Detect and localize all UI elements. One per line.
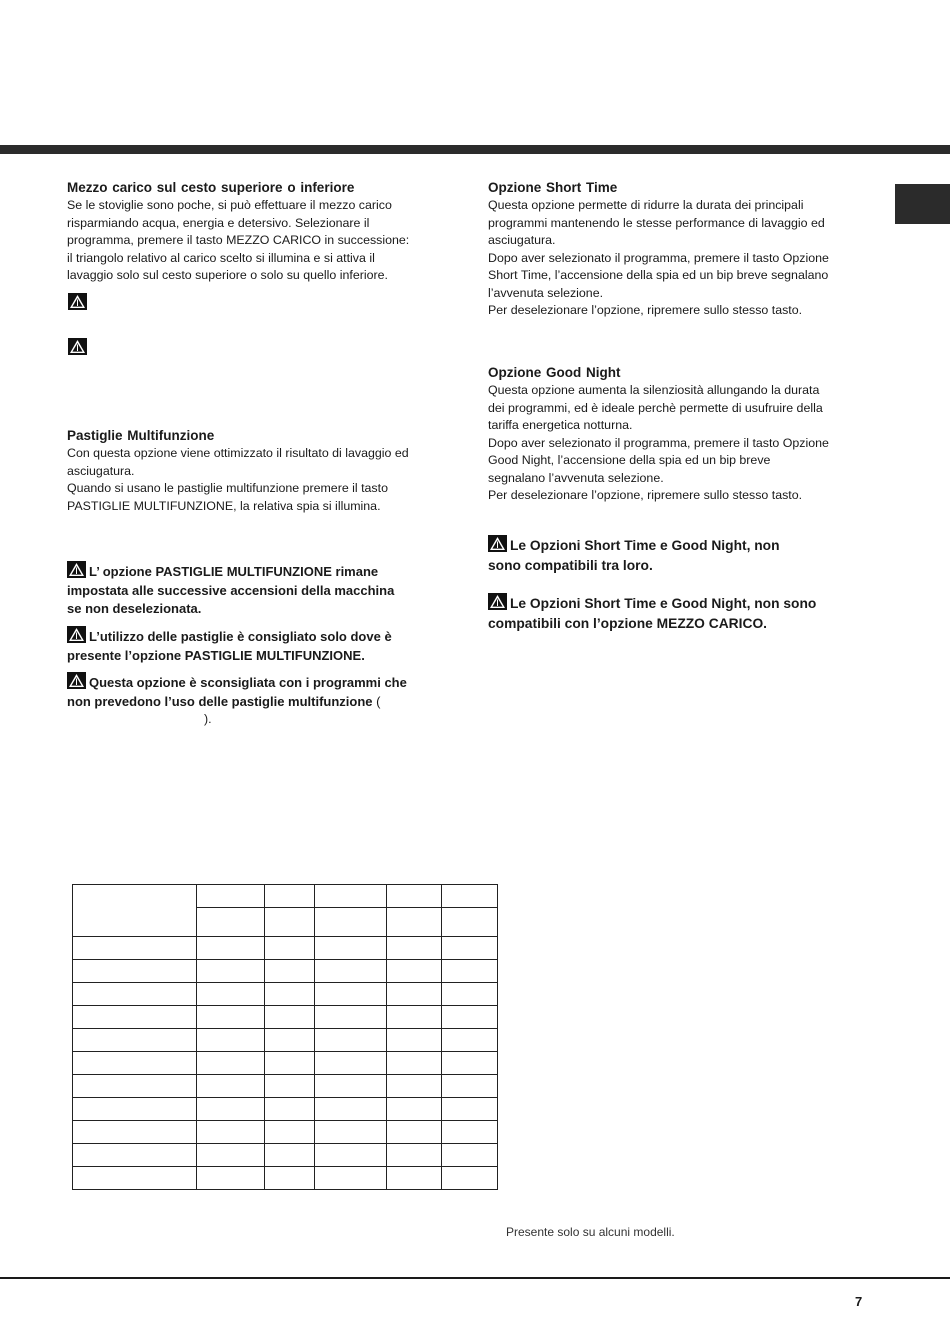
body-line: Dopo aver selezionato il programma, premere il tasto Opzione: [488, 250, 829, 265]
section-title: Opzione Short Time: [488, 180, 618, 195]
warning-text: non prevedono l’uso delle pastiglie multifunzione: [67, 693, 373, 709]
table-cell: [197, 885, 265, 908]
body-line: Per deselezionare l’opzione, ripremere sullo stesso tasto.: [488, 488, 803, 502]
section-pastiglie: [67, 426, 452, 515]
body-line: Good Night, l’accensione della spia ed un bip breve: [488, 453, 771, 467]
warning-triangle-icon: [488, 535, 507, 552]
warning-triangle-icon: [67, 561, 86, 578]
warning-triangle-icon: [488, 593, 507, 610]
table-cell: [442, 908, 498, 937]
header-bar: [0, 145, 950, 154]
body-line: Per deselezionare l’opzione, ripremere sullo stesso tasto.: [488, 303, 803, 317]
warning-note: [67, 626, 452, 665]
body-line: il triangolo relativo al carico scelto si illumina e si attiva il: [67, 250, 375, 265]
body-line: programmi mantenendo le stesse performance di lavaggio ed: [488, 215, 825, 230]
table-cell: [73, 885, 197, 937]
warning-text: Le Opzioni Short Time e Good Night, non: [510, 538, 780, 553]
body-line: asciugatura.: [67, 463, 135, 478]
table-cell: [387, 885, 442, 908]
warning-text: impostata alle successive accensioni della macchina: [67, 582, 395, 598]
warning-text: compatibili con l’opzione MEZZO CARICO.: [488, 615, 768, 631]
warning-triangle-icon: [67, 672, 86, 689]
warning-text: presente l’opzione PASTIGLIE MULTIFUNZIONE.: [67, 647, 365, 663]
body-line: dei programmi, ed è ideale perchè permette di usufruire della: [488, 400, 823, 415]
table-row: [73, 1029, 498, 1052]
warning-text: L’ opzione PASTIGLIE MULTIFUNZIONE rimane: [89, 564, 379, 579]
table-cell: [197, 908, 265, 937]
section-tab-marker: [895, 184, 950, 224]
table-cell: [442, 885, 498, 908]
warning-note: [488, 593, 873, 633]
body-line: programma, premere il tasto MEZZO CARICO in successione:: [67, 233, 410, 247]
body-line: Dopo aver selezionato il programma, premere il tasto Opzione: [488, 435, 829, 450]
warning-triangle-icon: [68, 293, 87, 310]
section-title: Opzione Good Night: [488, 365, 621, 380]
warning-note: [67, 672, 452, 729]
table-cell: [315, 885, 387, 908]
table-cell: [265, 908, 315, 937]
body-line: segnalano l’avvenuta selezione.: [488, 470, 664, 485]
table-row: [73, 1098, 498, 1121]
warning-text: Le Opzioni Short Time e Good Night, non sono: [510, 596, 817, 611]
warning-text: sono compatibili tra loro.: [488, 557, 653, 573]
table-row: [73, 1075, 498, 1098]
body-line: Short Time, l’accensione della spia ed un bip breve segnalano: [488, 268, 829, 282]
table-row: [73, 1006, 498, 1029]
table-row: [73, 937, 498, 960]
table-cell: [387, 908, 442, 937]
warning-triangle-icon: [68, 338, 87, 355]
paren-close: ).: [204, 712, 212, 726]
body-line: Questa opzione permette di ridurre la durata dei principali: [488, 198, 804, 212]
body-line: l’avvenuta selezione.: [488, 285, 604, 300]
body-line: Con questa opzione viene ottimizzato il risultato di lavaggio ed: [67, 446, 409, 460]
footnote: Presente solo su alcuni modelli.: [506, 1225, 675, 1239]
warning-text: Questa opzione è sconsigliata con i programmi che: [89, 675, 407, 690]
section-title: Mezzo carico sul cesto superiore o inferiore: [67, 180, 355, 195]
warning-triangle-icon: [67, 626, 86, 643]
table-row: [73, 960, 498, 983]
table-row: [73, 1052, 498, 1075]
section-mezzo-carico: [67, 178, 452, 285]
table-cell: [315, 908, 387, 937]
programs-table: [72, 884, 498, 1190]
body-line: PASTIGLIE MULTIFUNZIONE, la relativa spia si illumina.: [67, 498, 381, 513]
table-row: [73, 1144, 498, 1167]
section-good-night: [488, 363, 873, 505]
body-line: Se le stoviglie sono poche, si può effettuare il mezzo carico: [67, 198, 392, 212]
body-line: asciugatura.: [488, 233, 556, 247]
table-row: [73, 1121, 498, 1144]
footer-rule: [0, 1277, 950, 1279]
body-line: tariffa energetica notturna.: [488, 418, 633, 432]
warning-note: [67, 561, 452, 619]
table-header-row: [73, 885, 498, 908]
body-line: lavaggio solo sul cesto superiore o solo su quello inferiore.: [67, 268, 388, 282]
warning-text: se non deselezionata.: [67, 601, 202, 616]
paren-open: (: [376, 693, 381, 709]
table-cell: [265, 885, 315, 908]
warning-note: [488, 535, 873, 575]
section-title: Pastiglie Multifunzione: [67, 428, 215, 443]
body-line: Quando si usano le pastiglie multifunzione premere il tasto: [67, 481, 388, 495]
page-number: 7: [855, 1294, 863, 1309]
section-short-time: [488, 178, 873, 320]
table-row: [73, 983, 498, 1006]
table-row: [73, 1167, 498, 1190]
body-line: risparmiando acqua, energia e detersivo. Selezionare il: [67, 215, 370, 230]
body-line: Questa opzione aumenta la silenziosità allungando la durata: [488, 383, 820, 397]
warning-text: L’utilizzo delle pastiglie è consigliato solo dove è: [89, 629, 392, 644]
